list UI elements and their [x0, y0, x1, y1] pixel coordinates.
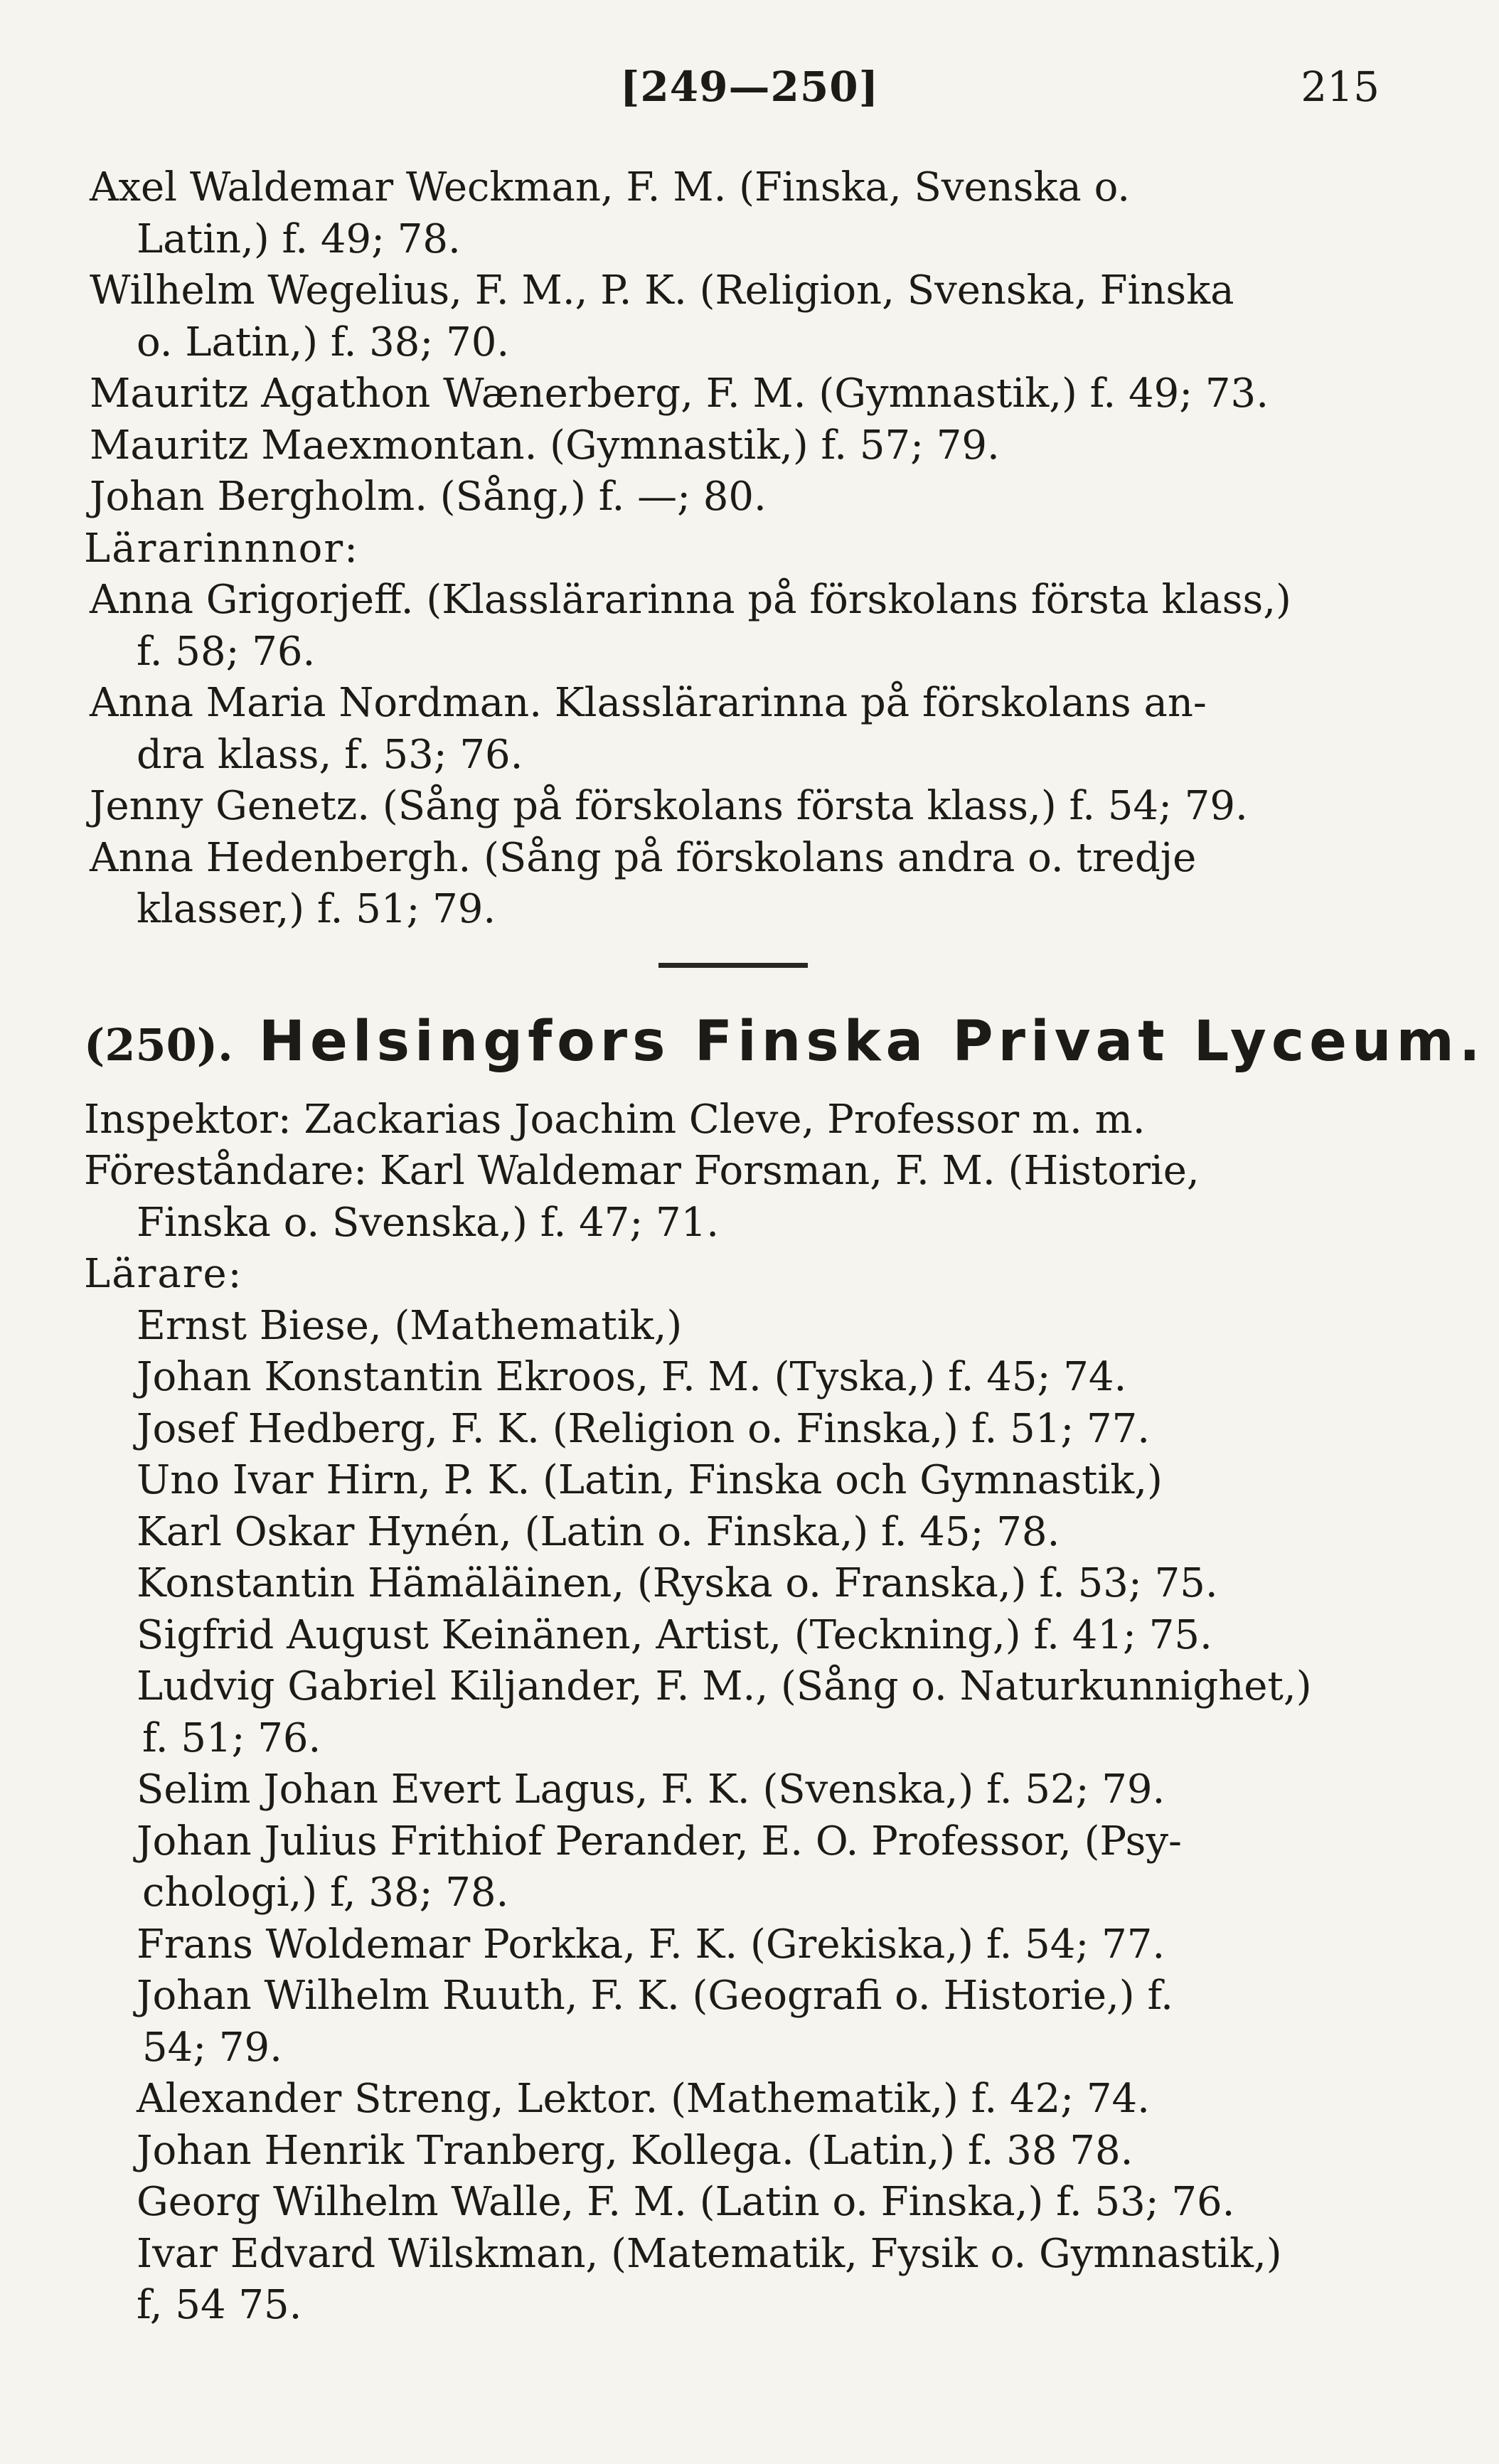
page-number: 215: [1301, 63, 1380, 111]
text-line: Axel Waldemar Weckman, F. M. (Finska, Svenska o.: [90, 164, 1131, 210]
text-line: Uno Ivar Hirn, P. K. (Latin, Finska och Gymnastik,): [137, 1457, 1163, 1503]
text-line: Anna Maria Nordman. Klasslärarinna på förskolans an-: [90, 680, 1207, 726]
text-line: Johan Bergholm. (Sång,) f. —; 80.: [90, 474, 767, 520]
text-line: Ernst Biese, (Mathematik,): [137, 1302, 683, 1349]
text-line: Inspektor: Zackarias Joachim Cleve, Professor m. m.: [84, 1096, 1146, 1143]
text-line: chologi,) f, 38; 78.: [142, 1870, 509, 1916]
text-line: Föreståndare: Karl Waldemar Forsman, F. M. (Historie,: [84, 1148, 1200, 1194]
text-line: Alexander Streng, Lektor. (Mathematik,) f. 42; 74.: [137, 2076, 1150, 2122]
text-line: Karl Oskar Hynén, (Latin o. Finska,) f. 45; 78.: [137, 1508, 1060, 1555]
text-line: Mauritz Maexmontan. (Gymnastik,) f. 57; 79.: [90, 422, 1000, 469]
page-range: [249—250]: [619, 63, 880, 111]
text-line: Wilhelm Wegelius, F. M., P. K. (Religion, Svenska, Finska: [90, 267, 1234, 314]
text-line: Konstantin Hämäläinen, (Ryska o. Franska,) f. 53; 75.: [137, 1560, 1218, 1606]
text-line: f, 54 75.: [137, 2282, 302, 2328]
text-line: Anna Grigorjeff. (Klasslärarinna på förskolans första klass,): [90, 577, 1291, 623]
text-line: Latin,) f. 49; 78.: [137, 215, 461, 262]
text-line: Selim Johan Evert Lagus, F. K. (Svenska,) f. 52; 79.: [137, 1766, 1165, 1813]
text-line: o. Latin,) f. 38; 70.: [137, 319, 510, 366]
text-line: Johan Julius Frithiof Perander, E. O. Professor, (Psy-: [137, 1818, 1182, 1865]
text-line: Ivar Edvard Wilskman, (Matematik, Fysik o. Gymnastik,): [137, 2230, 1282, 2277]
text-line: Finska o. Svenska,) f. 47; 71.: [137, 1199, 720, 1246]
text-line: Ludvig Gabriel Kiljander, F. M., (Sång o. Naturkunnighet,): [137, 1663, 1312, 1710]
section-divider: [658, 963, 808, 968]
staff-list-lyceum: [84, 1094, 1435, 2332]
text-line: f. 58; 76.: [137, 628, 316, 675]
section-number: (250).: [84, 1018, 233, 1071]
section-heading: [84, 1009, 1485, 1094]
text-line: Josef Hedberg, F. K. (Religion o. Finska,) f. 51; 77.: [137, 1405, 1151, 1452]
section-title: Helsingfors Finska Privat Lyceum.: [258, 1009, 1485, 1074]
text-line: Lärare:: [84, 1251, 243, 1297]
text-line: dra klass, f. 53; 76.: [137, 731, 523, 778]
text-line: klasser,) f. 51; 79.: [137, 886, 496, 932]
text-line: Frans Woldemar Porkka, F. K. (Grekiska,) f. 54; 77.: [137, 1921, 1165, 1968]
text-line: f. 51; 76.: [142, 1714, 321, 1761]
staff-list-previous-section: [84, 162, 1435, 936]
text-line: Sigfrid August Keinänen, Artist, (Teckning,) f. 41; 75.: [137, 1611, 1212, 1658]
text-line: Lärarinnnor:: [84, 525, 359, 572]
text-line: Georg Wilhelm Walle, F. M. (Latin o. Finska,) f. 53; 76.: [137, 2179, 1235, 2225]
text-line: Anna Hedenbergh. (Sång på förskolans andra o. tredje: [90, 834, 1197, 881]
text-line: Johan Konstantin Ekroos, F. M. (Tyska,) f. 45; 74.: [137, 1354, 1127, 1400]
text-line: Johan Henrik Tranberg, Kollega. (Latin,) f. 38 78.: [137, 2127, 1133, 2174]
page-body: [84, 162, 1485, 2332]
text-line: Mauritz Agathon Wænerberg, F. M. (Gymnastik,) f. 49; 73.: [90, 370, 1269, 417]
page-header: [0, 63, 1499, 127]
text-line: Jenny Genetz. (Sång på förskolans första klass,) f. 54; 79.: [90, 783, 1248, 829]
text-line: 54; 79.: [142, 2024, 282, 2071]
text-line: Johan Wilhelm Ruuth, F. K. (Geografi o. Historie,) f.: [137, 1973, 1173, 2019]
